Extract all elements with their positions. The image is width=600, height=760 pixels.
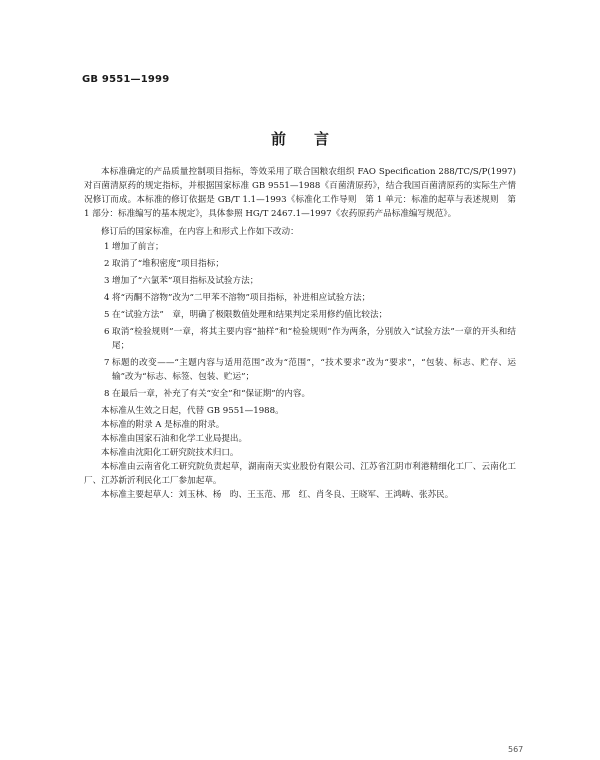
item-number: 3 (104, 276, 110, 286)
proposer-note: 本标准由国家石油和化学工业局提出。 (101, 434, 248, 444)
item-number: 6 (104, 327, 110, 337)
list-item (84, 356, 516, 384)
page-title: 前言 (270, 130, 357, 148)
list-item (84, 274, 516, 288)
drafters-note: 本标准主要起草人：刘玉林、杨 昀、王玉范、邢 红、肖冬良、王晓军、王鸿畴、张苏民。 (101, 490, 454, 500)
list-item (84, 325, 516, 353)
item-text: 在最后一章，补充了有关“安全”和“保证期”的内容。 (112, 389, 311, 399)
list-item (84, 387, 516, 401)
list-item (84, 291, 516, 305)
item-number: 7 (104, 358, 110, 368)
intro-paragraph: 本标准确定的产品质量控制项目指标，等效采用了联合国粮农组织 FAO Specification 288/TC/S/P(1997)对百菌清原药的规定指标，并根据国家标准 GB 9551—1988《百菌清原药》，结合我国百菌清原药的实际生产情况修订而成。本标准的修订依据是 GB/T 1.1—1993《标准化工作导则 第 1 单元：标准的起草与表述规则 第 1 部分：标准编写的基本规定》，具体参照 HG/T 2467.1—1997《农药原药产品标准编写规范》。 (84, 167, 516, 219)
item-text: 增加了前言； (112, 242, 164, 252)
item-text: 取消“检验规则”一章，将其主要内容“抽样”和“检验规则”作为两条，分别放入“试验方法”一章的开头和结尾； (112, 327, 516, 351)
drafting-units-note: 本标准由云南省化工研究院负责起草，湖南南天实业股份有限公司、江苏省江阴市利港精细化工厂、云南化工厂、江苏新沂利民化工厂参加起草。 (84, 462, 516, 486)
list-item (84, 257, 516, 271)
item-number: 1 (104, 242, 110, 252)
administrator-note: 本标准由沈阳化工研究院技术归口。 (101, 448, 239, 458)
page-number: 567 (508, 745, 524, 754)
replacement-note: 本标准从生效之日起，代替 GB 9551—1988。 (101, 406, 284, 416)
item-text: 增加了“六氯苯”项目指标及试验方法； (112, 276, 259, 286)
item-text: 标题的改变——“主题内容与适用范围”改为“范围”，“技术要求”改为“要求”，“包装、标志、贮存、运输”改为“标志、标签、包装、贮运”； (112, 358, 516, 382)
item-number: 8 (104, 389, 110, 399)
changes-list (84, 240, 516, 401)
item-text: 将“丙酮不溶物”改为“二甲苯不溶物”项目指标，补进相应试验方法； (112, 293, 371, 303)
item-text: 在“试验方法” 章，明确了极限数值处理和结果判定采用修约值比较法； (112, 310, 388, 320)
item-text: 取消了“堆积密度”项目指标； (112, 259, 224, 269)
changes-intro: 修订后的国家标准，在内容上和形式上作如下改动： (101, 227, 299, 237)
item-number: 4 (104, 293, 110, 303)
appendix-note: 本标准的附录 A 是标准的附录。 (101, 420, 225, 430)
foreword-body (84, 165, 516, 502)
standard-code: GB 9551—1999 (82, 74, 170, 85)
list-item (84, 240, 516, 254)
item-number: 5 (104, 310, 110, 320)
item-number: 2 (104, 259, 110, 269)
list-item (84, 308, 516, 322)
